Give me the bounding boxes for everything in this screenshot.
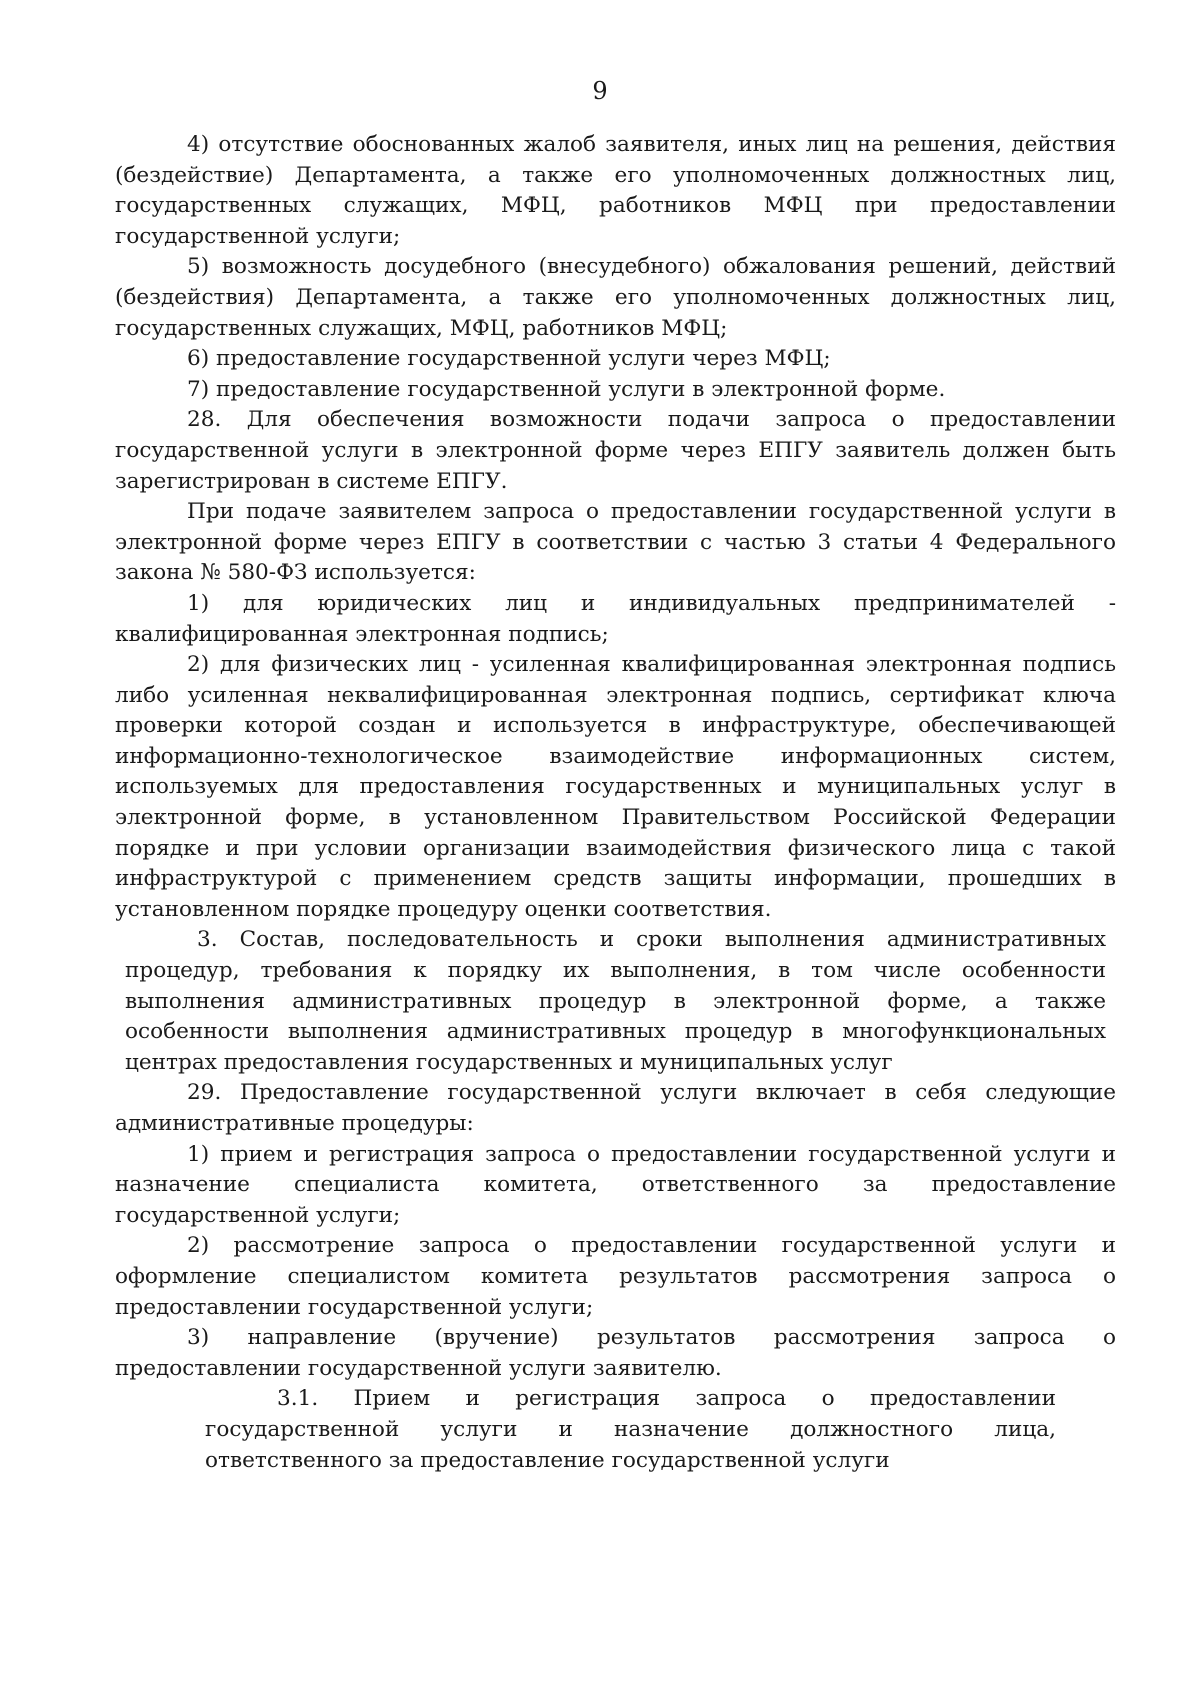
section-3-heading: 3. Состав, последовательность и сроки выполнения административных процедур, требования к порядку их выполнения, в том числе особенности выполнения административных процедур в электронной форме, а также особенности выполнения административных процедур в многофункциональных центрах предоставления государственных и муниципальных услуг <box>125 927 1106 1075</box>
page-number: 9 <box>592 77 608 105</box>
subsection-3-1-heading: 3.1. Прием и регистрация запроса о предоставлении государственной услуги и назначение должностного лица, ответственного за предоставление государственной услуги <box>205 1386 1056 1473</box>
paragraph-item-5: 5) возможность досудебного (внесудебного) обжалования решений, действий (бездействия) Департамента, а также его уполномоченных должностных лиц, государственных служащих, МФЦ, работников МФЦ; <box>115 254 1116 341</box>
paragraph-28: 28. Для обеспечения возможности подачи запроса о предоставлении государственной услуги в электронной форме через ЕПГУ заявитель должен быть зарегистрирован в системе ЕПГУ. <box>115 407 1116 494</box>
procedure-item-3: 3) направление (вручение) результатов рассмотрения запроса о предоставлении государственной услуги заявителю. <box>115 1325 1116 1381</box>
document-body <box>115 130 1116 1476</box>
paragraph-item-7: 7) предоставление государственной услуги в электронной форме. <box>187 376 946 402</box>
paragraph-individuals-signature: 2) для физических лиц - усиленная квалифицированная электронная подпись либо усиленная неквалифицированная электронная подпись, сертификат ключа проверки которой создан и используется в инфраструктуре, обеспечивающей информационно-технологическое взаимодействие информационных систем, используемых для предоставления государственных и муниципальных услуг в электронной форме, в установленном Правительством Российской Федерации порядке и при условии организации взаимодействия физического лица с такой инфраструктурой с применением средств защиты информации, прошедших в установленном порядке процедуру оценки соответствия. <box>115 652 1116 922</box>
paragraph-item-6: 6) предоставление государственной услуги через МФЦ; <box>187 346 831 372</box>
procedure-item-1: 1) прием и регистрация запроса о предоставлении государственной услуги и назначение специалиста комитета, ответственного за предоставление государственной услуги; <box>115 1141 1116 1228</box>
paragraph-item-4: 4) отсутствие обоснованных жалоб заявителя, иных лиц на решения, действия (бездействие) Департамента, а также его уполномоченных должностных лиц, государственных служащих, МФЦ, работников МФЦ при предоставлении государственной услуги; <box>115 132 1116 249</box>
paragraph-electronic-signature-intro: При подаче заявителем запроса о предоставлении государственной услуги в электронной форме через ЕПГУ в соответствии с частью 3 статьи 4 Федерального закона № 580-ФЗ используется: <box>115 499 1116 586</box>
procedure-item-2: 2) рассмотрение запроса о предоставлении государственной услуги и оформление специалистом комитета результатов рассмотрения запроса о предоставлении государственной услуги; <box>115 1233 1116 1320</box>
paragraph-29: 29. Предоставление государственной услуги включает в себя следующие административные процедуры: <box>115 1080 1116 1136</box>
paragraph-legal-entities-signature: 1) для юридических лиц и индивидуальных предпринимателей - квалифицированная электронная подпись; <box>115 590 1116 647</box>
